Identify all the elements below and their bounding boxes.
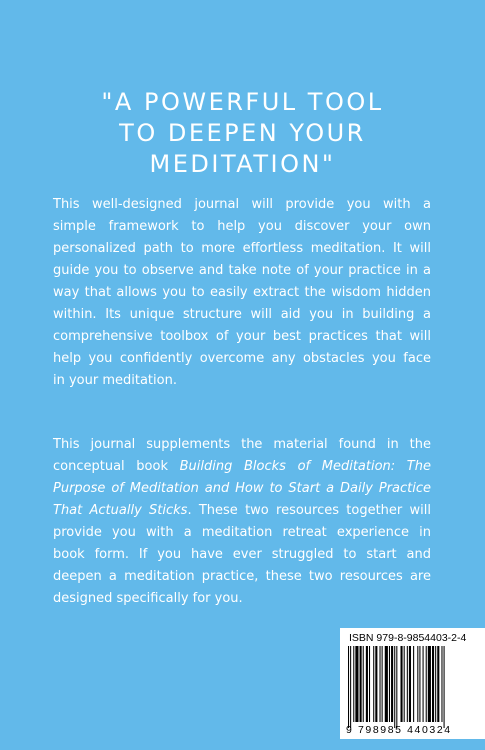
p2-line: This journal supplements the material found in the (53, 437, 431, 452)
p1-line: help you confidently overcome any obstacles you face (53, 351, 431, 366)
p1-line: guide you to observe and take note of your practice in a (53, 263, 431, 278)
description-paragraph-1 (53, 194, 431, 392)
p2-line (53, 456, 431, 478)
p2-line: book form. If you have ever struggled to start and (53, 547, 431, 562)
tagline-line-1: "A POWERFUL TOOL (101, 88, 384, 116)
book-title-part: Purpose of Meditation and How to Start a Daily Practice (53, 481, 431, 496)
book-title-part: That Actually Sticks (53, 503, 188, 518)
p2-line (53, 500, 431, 522)
p1-line: This well-designed journal will provide you with a (53, 197, 431, 212)
p2-text: . These two resources together will (187, 503, 431, 518)
p2-text: conceptual book (53, 459, 180, 474)
book-title-part: Building Blocks of Meditation: The (179, 459, 431, 474)
p1-line: simple framework to help you discover your own (53, 219, 431, 234)
isbn-label: ISBN 979-8-9854403-2-4 (349, 632, 467, 644)
barcode-icon (346, 646, 476, 728)
p2-line: deepen a meditation practice, these two resources are (53, 569, 431, 584)
tagline-line-2: TO DEEPEN YOUR (119, 119, 366, 147)
p2-line: provide you with a meditation retreat experience in (53, 525, 431, 540)
p1-line: in your meditation. (53, 373, 177, 388)
cover-tagline (0, 87, 485, 180)
p2-line (53, 478, 431, 500)
tagline-line-3: MEDITATION" (149, 150, 336, 178)
p1-line: comprehensive toolbox of your best practices that will (53, 329, 431, 344)
isbn-barcode-box (340, 628, 485, 739)
p2-line: designed specifically for you. (53, 591, 243, 606)
barcode-digits: 9 798985 440324 (346, 724, 452, 736)
description-paragraph-2 (53, 434, 431, 610)
p1-line: within. Its unique structure will aid you in building a (53, 307, 431, 322)
p1-line: personalized path to more effortless meditation. It will (53, 241, 431, 256)
p1-line: way that allows you to easily extract the wisdom hidden (53, 285, 431, 300)
